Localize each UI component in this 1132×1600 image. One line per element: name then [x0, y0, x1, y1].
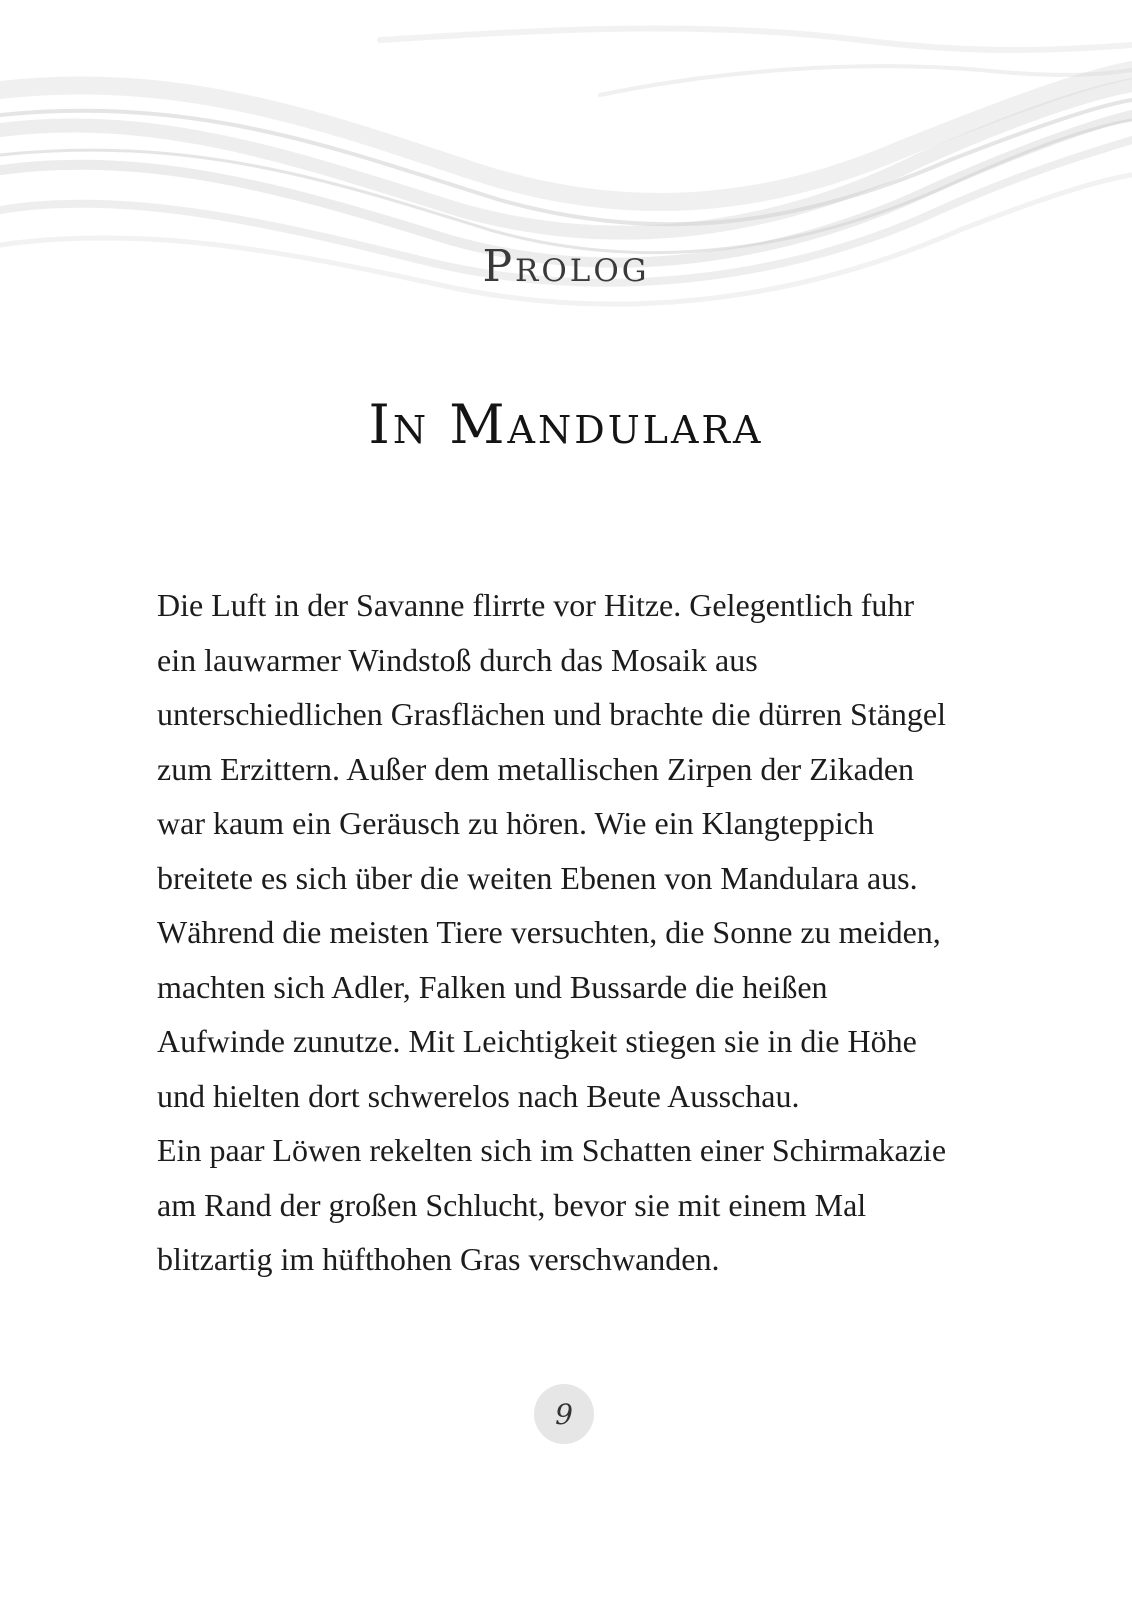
chapter-title: In Mandulara: [368, 393, 764, 456]
body-text: [157, 578, 957, 1287]
page-number: 9: [555, 1397, 573, 1431]
paragraph: Ein paar Löwen rekelten sich im Schatten einer Schirmakazie am Rand der großen Schlucht, bevor sie mit einem Mal blitzartig im hüfthohen Gras verschwanden.: [157, 1132, 947, 1277]
paragraph: Die Luft in der Savanne flirrte vor Hitze. Gelegentlich fuhr ein lauwarmer Windstoß durch das Mosaik aus unterschiedlichen Grasflächen und brachte die dürren Stängel zum Erzittern. Außer dem metallischen Zirpen der Zikaden war kaum ein Geräusch zu hören. Wie ein Klangteppich breitete es sich über die weiten Ebenen von Mandulara aus. Während die meisten Tiere versuchten, die Sonne zu meiden, machten sich Adler, Falken und Bussarde die heißen Aufwinde zunutze. Mit Leichtigkeit stiegen sie in die Höhe und hielten dort schwerelos nach Beute Ausschau.: [157, 587, 947, 1114]
chapter-label: Prolog: [482, 241, 650, 292]
page-number-badge: [534, 1384, 594, 1444]
